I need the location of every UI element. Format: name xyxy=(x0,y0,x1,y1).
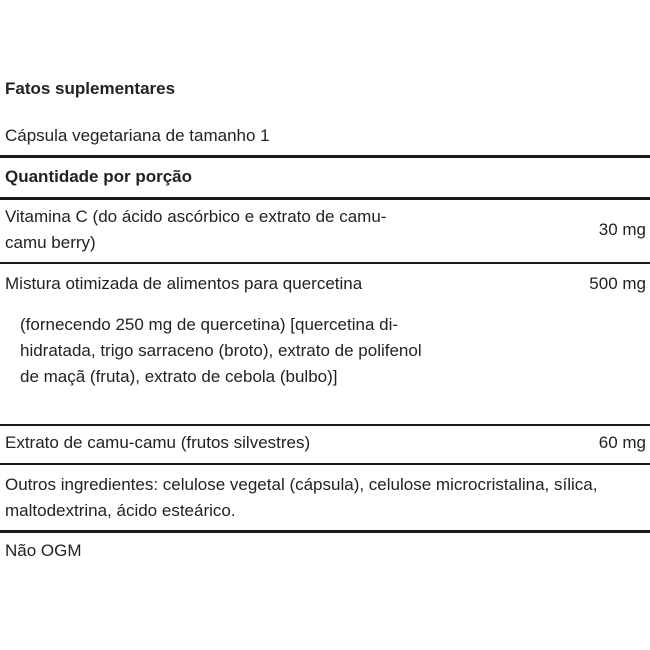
nutrient-amount: 60 mg xyxy=(598,433,646,452)
divider xyxy=(0,424,650,426)
nutrient-name: Mistura otimizada de alimentos para quercetina xyxy=(5,274,363,293)
nutrient-amount: 500 mg xyxy=(589,274,646,293)
divider-thick xyxy=(0,155,650,158)
nutrient-name: Extrato de camu-camu (frutos silvestres) xyxy=(5,433,311,452)
panel-title: Fatos suplementares xyxy=(5,79,176,98)
divider xyxy=(0,463,650,465)
serving-size: Cápsula vegetariana de tamanho 1 xyxy=(5,126,270,145)
nutrient-amount: 30 mg xyxy=(598,220,646,239)
amount-per-serving-header: Quantidade por porção xyxy=(5,167,193,186)
non-gmo-label: Não OGM xyxy=(5,541,82,560)
divider-thick xyxy=(0,197,650,200)
divider xyxy=(0,262,650,264)
divider-thick xyxy=(0,530,650,533)
blend-note: (fornecendo 250 mg de quercetina) [quercetina di-hidratada, trigo sarraceno (broto), extrato de polifenol de maçã (fruta), extrato de cebola (bulbo)] xyxy=(20,315,422,386)
other-ingredients: Outros ingredientes: celulose vegetal (cápsula), celulose microcristalina, sílica, maltodextrina, ácido esteárico. xyxy=(5,475,598,520)
nutrient-name: Vitamina C (do ácido ascórbico e extrato de camu-camu berry) xyxy=(5,207,387,252)
